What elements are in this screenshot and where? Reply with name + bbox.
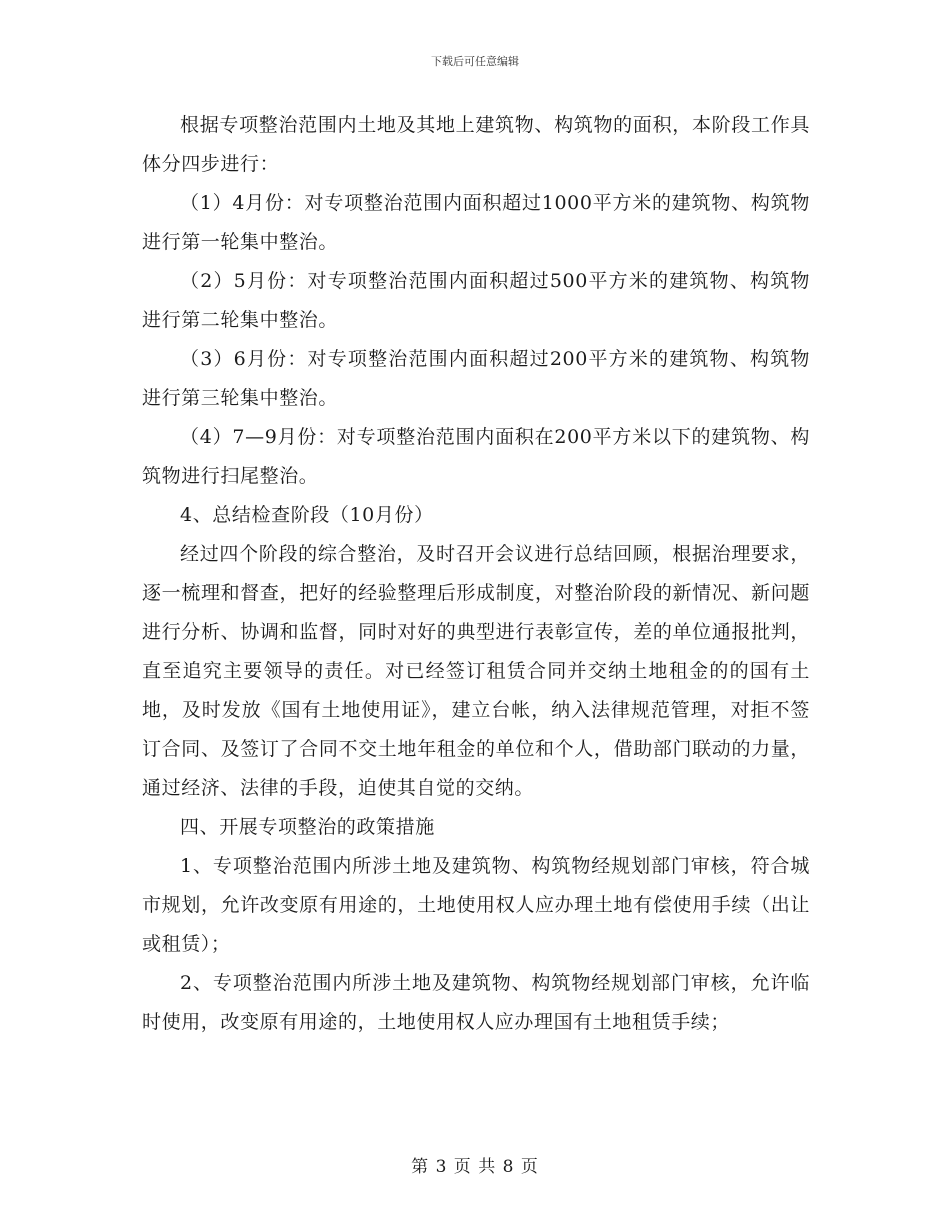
paragraph-summary-stage: 经过四个阶段的综合整治，及时召开会议进行总结回顾，根据治理要求，逐一梳理和督查，把好的经验整理后形成制度，对整治阶段的新情况、新问题进行分析、协调和监督，同时对好的典型进行表彰宣传，差的单位通报批判，直至追究主要领导的责任。对已经签订租赁合同并交纳土地租金的的国有土地，及时发放《国有土地使用证》，建立台帐，纳入法律规范管理，对拒不签订合同、及签订了合同不交土地年租金的单位和个人，借助部门联动的力量，通过经济、法律的手段，迫使其自觉的交纳。 [142, 543, 810, 799]
page-header: 下载后可任意编辑 [431, 55, 519, 68]
paragraph-policy-2: 2、专项整治范围内所涉土地及建筑物、构筑物经规划部门审核，允许临时使用，改变原有用途的，土地使用权人应办理国有土地租赁手续； [142, 972, 810, 1033]
paragraph-step-2: （2）5月份：对专项整治范围内面积超过500平方米的建筑物、构筑物进行第二轮集中整治。 [142, 270, 810, 331]
paragraph-step-3: （3）6月份：对专项整治范围内面积超过200平方米的建筑物、构筑物进行第三轮集中整治。 [142, 348, 810, 409]
paragraph-step-4: （4）7—9月份：对专项整治范围内面积在200平方米以下的建筑物、构筑物进行扫尾整治。 [142, 426, 810, 487]
document-body [142, 106, 810, 1042]
page-number-footer: 第 3 页 共 8 页 [411, 1157, 539, 1177]
paragraph-intro: 根据专项整治范围内土地及其地上建筑物、构筑物的面积，本阶段工作具体分四步进行： [142, 114, 810, 175]
section-heading-summary-stage: 4、总结检查阶段（10月份） [180, 504, 434, 526]
paragraph-policy-1: 1、专项整治范围内所涉土地及建筑物、构筑物经规划部门审核，符合城市规划，允许改变原有用途的，土地使用权人应办理土地有偿使用手续（出让或租赁）； [142, 855, 810, 955]
paragraph-step-1: （1）4月份：对专项整治范围内面积超过1000平方米的建筑物、构筑物进行第一轮集中整治。 [142, 192, 810, 253]
section-heading-policy-measures: 四、开展专项整治的政策措施 [180, 816, 435, 838]
